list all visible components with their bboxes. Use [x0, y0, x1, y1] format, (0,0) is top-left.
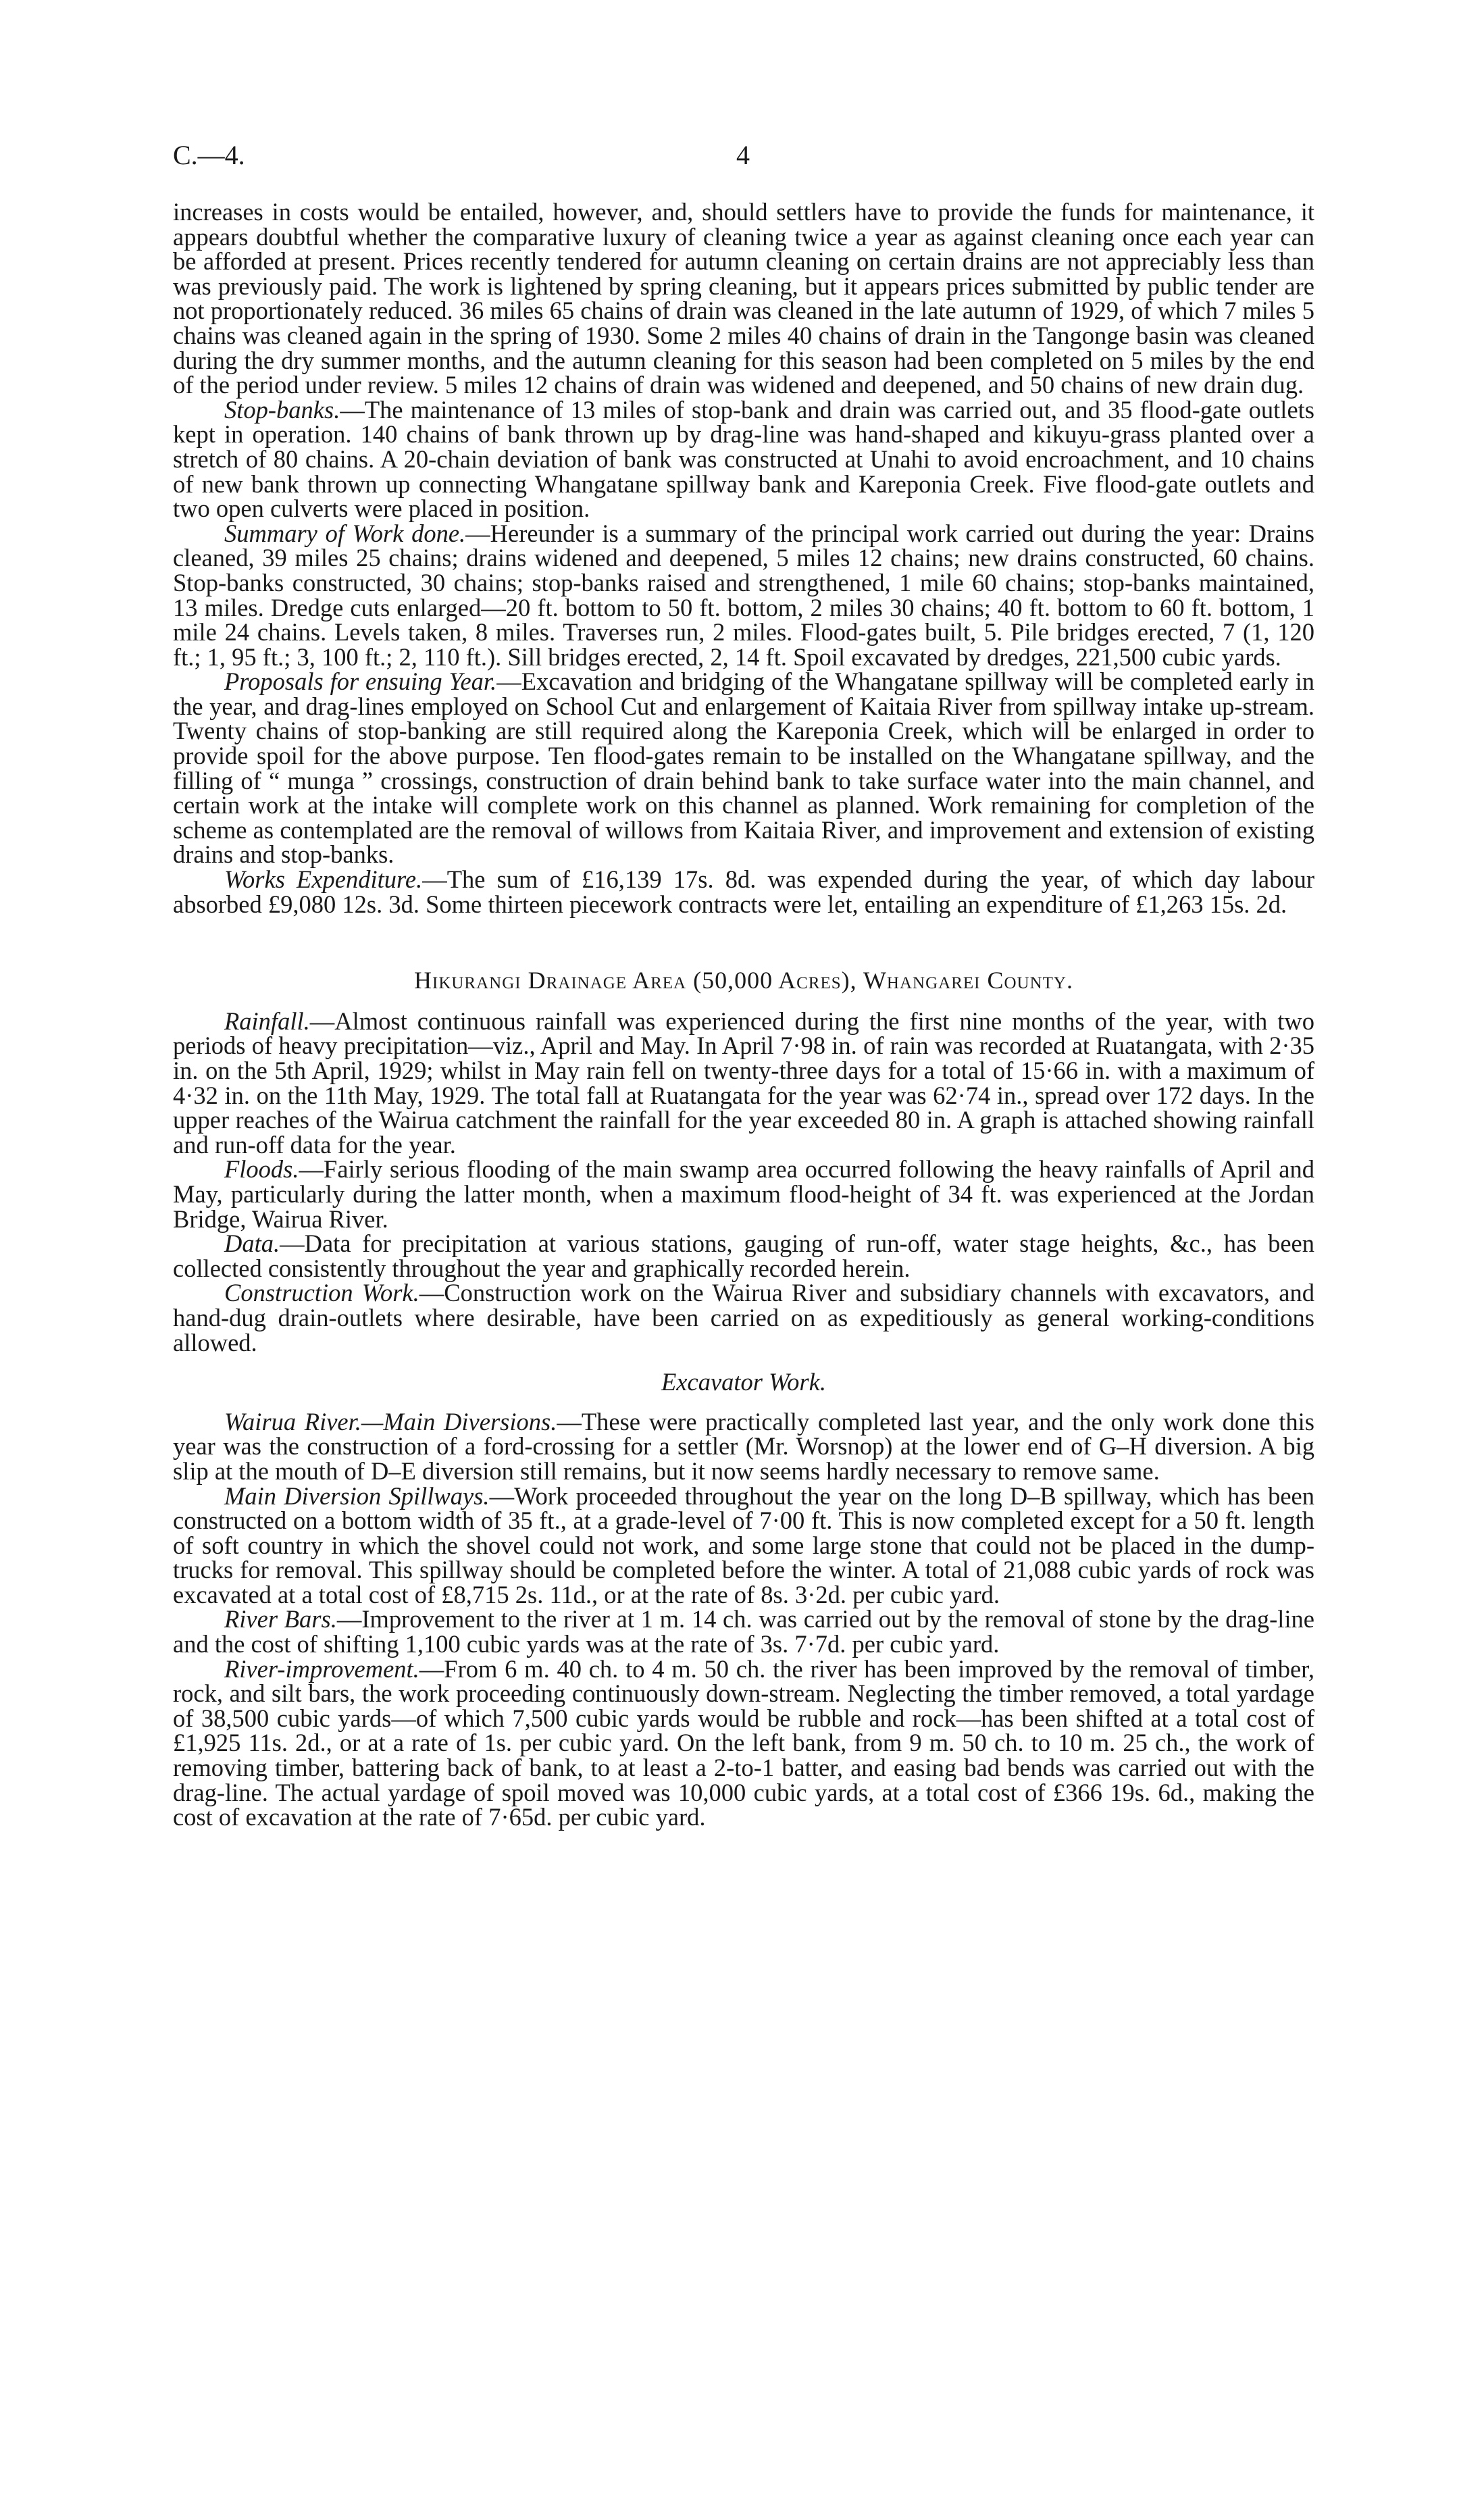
run-in-heading: Main Diversion Spillways.	[224, 1481, 490, 1510]
paragraph-text: —From 6 m. 40 ch. to 4 m. 50 ch. the river has been improved by the removal of timber, rock, and silt bars, the work proceeding continuously down-stream. Neglecting the timber removed, a total yardage of 38,500 cubic yards—of which 7,500 cubic yards would be rubble and rock—has been shifted at a total cost of £1,925 11s. 2d., or at a rate of 1s. per cubic yard. On the left bank, from 9 m. 50 ch. to 10 m. 25 ch., the work of removing timber, battering back of bank, to at least a 2-to-1 batter, and easing bad bends was carried out with the drag-line. The actual yardage of spoil moved was 10,000 cubic yards, at a total cost of £366 19s. 6d., making the cost of excavation at the rate of 7·65d. per cubic yard.	[173, 1654, 1314, 1831]
paragraph-text: —Almost continuous rainfall was experienced during the first nine months of the year, with two periods of heavy precipitation—viz., April and May. In April 7·98 in. of rain was recorded at Ruatangata, with 2·35 in. on the 5th April, 1929; whilst in May rain fell on twenty-three days for a total of 15·66 in. with a maximum of 4·32 in. on the 11th May, 1929. The total fall at Ruatangata for the year was 62·74 in., spread over 172 days. In the upper reaches of the Wairua catchment the rainfall for the year exceeded 80 in. A graph is attached showing rainfall and run-off data for the year.	[173, 1007, 1314, 1159]
paragraph	[173, 519, 1314, 671]
sub-heading: Excavator Work.	[661, 1368, 826, 1396]
run-in-heading: Stop-banks.	[224, 395, 340, 424]
paragraph-text: —Work proceeded throughout the year on the long D–B spillway, which has been constructed on a bottom width of 35 ft., at a grade-level of 7·00 ft. This is now completed except for a 50 ft. length of soft country in which the shovel could not work, and some large stone that could not be placed in the dump-trucks for removal. This spillway should be completed before the winter. A total of 21,088 cubic yards of rock was excavated at a total cost of £8,715 2s. 11d., or at the rate of 8s. 3·2d. per cubic yard.	[173, 1481, 1314, 1608]
paragraph	[173, 1407, 1314, 1485]
paragraph-text: —Fairly serious flooding of the main swamp area occurred following the heavy rainfalls of April and May, particularly during the latter month, when a maximum flood-height of 34 ft. was experienced at the Jordan Bridge, Wairua River.	[173, 1155, 1314, 1233]
run-in-heading: River Bars.	[224, 1605, 337, 1633]
paragraph	[173, 200, 1314, 398]
paragraph-text: —The maintenance of 13 miles of stop-bank and drain was carried out, and 35 flood-gate outlets kept in operation. 140 chains of bank thrown up by drag-line was hand-shaped and kikuyu-grass planted over a stretch of 80 chains. A 20-chain deviation of bank was constructed at Unahi to avoid encroachment, and 10 chains of new bank thrown up connecting Whangatane spillway bank and Kareponia Creek. Five flood-gate outlets and two open culverts were placed in position.	[173, 395, 1314, 523]
paragraph	[173, 1157, 1314, 1232]
paragraph	[173, 1229, 1314, 1282]
run-in-heading: Floods.	[224, 1155, 299, 1184]
run-in-heading: Proposals for ensuing Year.	[224, 667, 497, 696]
run-in-heading: Construction Work.	[224, 1279, 419, 1307]
section-heading: Hikurangi Drainage Area (50,000 Acres), Whangarei County.	[414, 967, 1073, 994]
paragraph	[173, 1607, 1314, 1656]
paragraph	[173, 1009, 1314, 1158]
paragraph-text: —Excavation and bridging of the Whangatane spillway will be completed early in the year, and drag-lines employed on School Cut and enlargement of Kaitaia River from spillway intake up-stream. Twenty chains of stop-banking are still required along the Kareponia Creek, which will be enlarged in order to provide spoil for the above purpose. Ten flood-gates remain to be installed on the Whangatane spillway, and the filling of “ munga ” crossings, construction of drain behind bank to take surface water into the main channel, and certain work at the intake will complete work on this channel as planned. Work remaining for completion of the scheme as contemplated are the removal of willows from Kaitaia River, and improvement and extension of existing drains and stop-banks.	[173, 667, 1314, 869]
paragraph-text: —These were practically completed last year, and the only work done this year was the construction of a ford-crossing for a settler (Mr. Worsnop) at the lower end of G–H diversion. A big slip at the mouth of D–E diversion still remains, but it now seems hardly necessary to remove same.	[173, 1407, 1314, 1485]
run-in-heading: Works Expenditure.	[224, 865, 423, 894]
paragraph	[173, 1281, 1314, 1355]
paragraph-text: increases in costs would be entailed, however, and, should settlers have to provide the funds for maintenance, it appears doubtful whether the comparative luxury of cleaning twice a year as against cleaning once each year can be afforded at present. Prices recently tendered for autumn cleaning on certain drains are not appreciably less than was previously paid. The work is lightened by spring cleaning, but it appears prices submitted by public tender are not proportionately reduced. 36 miles 65 chains of drain was cleaned in the late autumn of 1929, of which 7 miles 5 chains was cleaned again in the spring of 1930. Some 2 miles 40 chains of drain in the Tangonge basin was cleaned during the dry summer months, and the autumn cleaning for this season had been completed on 5 miles by the end of the period under review. 5 miles 12 chains of drain was widened and deepened, and 50 chains of new drain dug.	[173, 198, 1314, 399]
paragraph	[173, 395, 1314, 523]
run-in-heading: Rainfall.	[224, 1007, 310, 1035]
paragraph	[173, 1481, 1314, 1608]
page-number: 4	[736, 140, 750, 170]
paragraph-text: —Improvement to the river at 1 m. 14 ch. was carried out by the removal of stone by the drag-line and the cost of shifting 1,100 cubic yards was at the rate of 3s. 7·7d. per cubic yard.	[173, 1605, 1314, 1658]
run-in-heading: Data.	[224, 1229, 280, 1258]
document-reference: C.—4.	[173, 140, 245, 170]
body-text	[173, 200, 1314, 1830]
run-in-heading: Summary of Work done.	[224, 519, 466, 547]
paragraph-text: —Data for precipitation at various stations, gauging of run-off, water stage heights, &c., has been collected consistently throughout the year and graphically recorded herein.	[173, 1229, 1314, 1282]
paragraph-text: —Construction work on the Wairua River and subsidiary channels with excavators, and hand-dug drain-outlets where desirable, have been carried on as expeditiously as general working-conditions allowed.	[173, 1279, 1314, 1356]
paragraph-text: —The sum of £16,139 17s. 8d. was expended during the year, of which day labour absorbed £9,080 12s. 3d. Some thirteen piecework contracts were let, entailing an expenditure of £1,263 15s. 2d.	[173, 865, 1314, 918]
paragraph	[173, 867, 1314, 917]
run-in-heading: Wairua River.—Main Diversions.	[224, 1407, 557, 1436]
paragraph-text: —Hereunder is a summary of the principal work carried out during the year: Drains cleaned, 39 miles 25 chains; drains widened and deepened, 5 miles 12 chains; new drains constructed, 60 chains. Stop-banks constructed, 30 chains; stop-banks raised and strengthened, 1 mile 60 chains; stop-banks maintained, 13 miles. Dredge cuts enlarged—20 ft. bottom to 50 ft. bottom, 2 miles 30 chains; 40 ft. bottom to 60 ft. bottom, 1 mile 24 chains. Levels taken, 8 miles. Traverses run, 2 miles. Flood-gates built, 5. Pile bridges erected, 7 (1, 120 ft.; 1, 95 ft.; 3, 100 ft.; 2, 110 ft.). Sill bridges erected, 2, 14 ft. Spoil excavated by dredges, 221,500 cubic yards.	[173, 519, 1314, 671]
run-in-heading: River-improvement.	[224, 1654, 419, 1683]
paragraph	[173, 669, 1314, 867]
paragraph	[173, 1654, 1314, 1831]
